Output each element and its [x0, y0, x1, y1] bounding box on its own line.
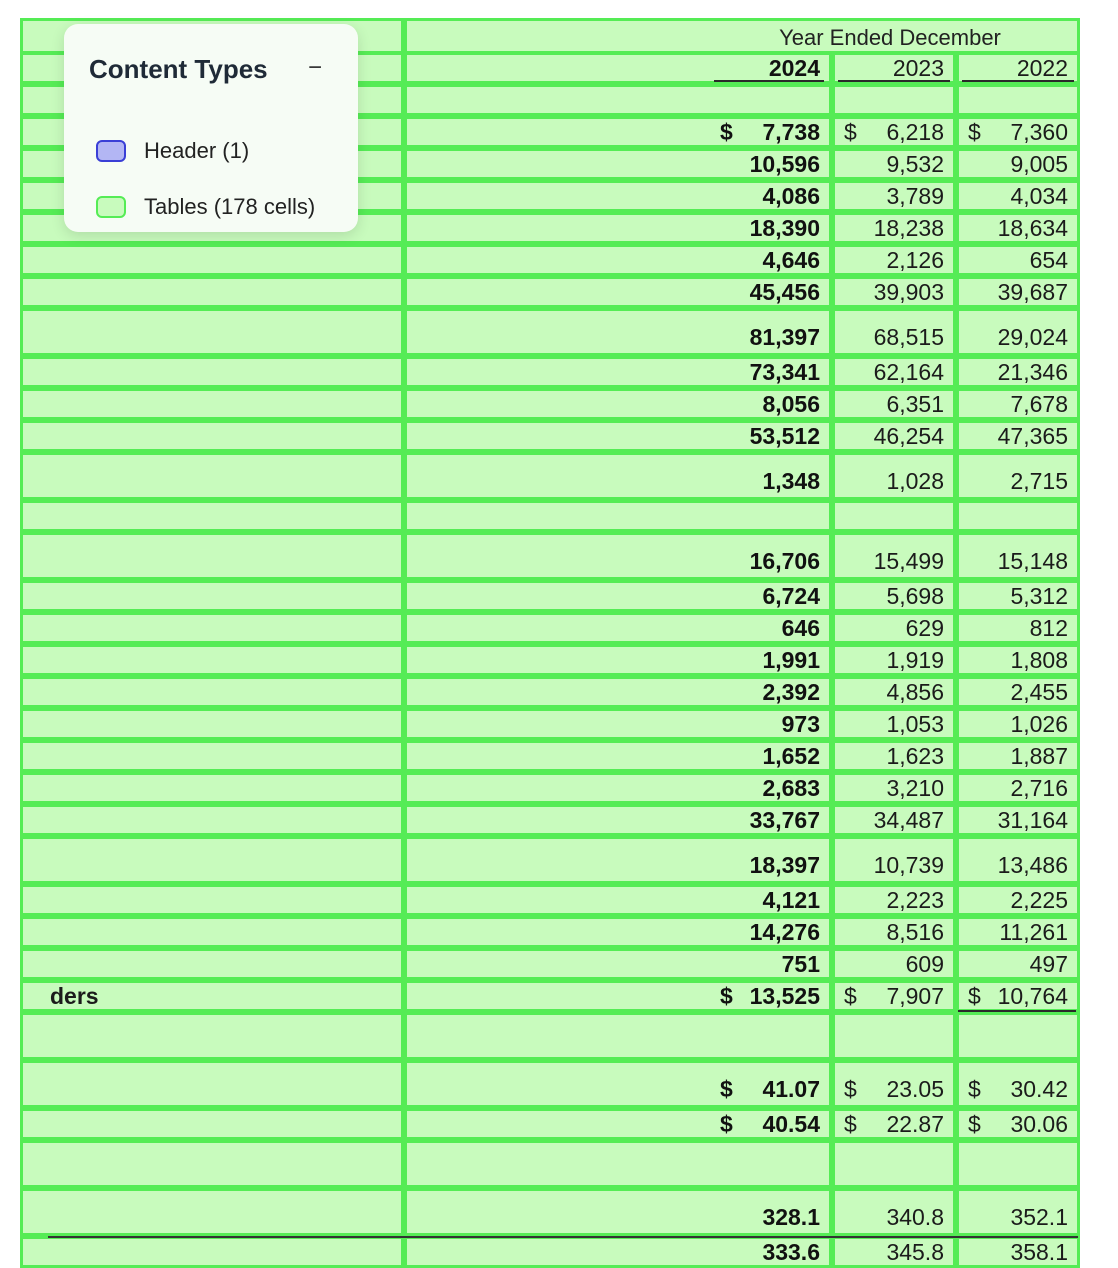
cell-value: 10,739 — [873, 851, 944, 878]
cell-value: 8,056 — [762, 390, 820, 417]
cell-value: 340.8 — [886, 1203, 944, 1230]
table-cell[interactable] — [832, 1012, 956, 1060]
cell-value: 46,254 — [873, 422, 944, 449]
cell-value: $ 13,525 — [720, 982, 820, 1009]
legend-item-tables[interactable] — [96, 194, 315, 220]
cell-value: 1,919 — [886, 646, 944, 673]
cell-value: 2,716 — [1010, 774, 1068, 801]
row-label-cell[interactable] — [20, 244, 404, 276]
cell-value: 2,392 — [762, 678, 820, 705]
cell-value: 14,276 — [749, 918, 820, 945]
cell-value: 1,053 — [886, 710, 944, 737]
row-label-cell[interactable] — [20, 452, 404, 500]
year-header-2022: 2022 — [1016, 54, 1068, 81]
table-cell[interactable] — [956, 1140, 1080, 1188]
year-header-2023: 2023 — [892, 54, 944, 81]
cell-value: 33,767 — [749, 806, 820, 833]
row-label-cell[interactable] — [20, 740, 404, 772]
cell-value: 62,164 — [873, 358, 944, 385]
cell-value: $ 7,360 — [968, 118, 1068, 145]
cell-value: 333.6 — [762, 1238, 820, 1265]
cell-value: 1,348 — [762, 467, 820, 494]
table-cell[interactable] — [404, 1140, 832, 1188]
cell-value: $ 23.05 — [844, 1075, 944, 1102]
cell-value: 1,028 — [886, 467, 944, 494]
cell-value: 39,903 — [873, 278, 944, 305]
cell-value: 18,238 — [873, 214, 944, 241]
cell-value: 2,455 — [1010, 678, 1068, 705]
cell-value: 328.1 — [762, 1203, 820, 1230]
cell-value: 18,397 — [749, 851, 820, 878]
cell-value: 345.8 — [886, 1238, 944, 1265]
row-label-cell[interactable] — [20, 804, 404, 836]
cell-value: 751 — [781, 950, 820, 977]
row-label-cell[interactable] — [20, 916, 404, 948]
table-cell[interactable] — [832, 500, 956, 532]
table-cell[interactable] — [956, 500, 1080, 532]
row-label-cell[interactable] — [20, 388, 404, 420]
row-label-cell[interactable] — [20, 1060, 404, 1108]
cell-value: 18,390 — [749, 214, 820, 241]
cell-value: 2,683 — [762, 774, 820, 801]
cell-value: 5,312 — [1010, 582, 1068, 609]
row-label-cell[interactable] — [20, 500, 404, 532]
cell-value: 16,706 — [749, 547, 820, 574]
cell-value: 15,499 — [873, 547, 944, 574]
cell-value: 812 — [1029, 614, 1068, 641]
row-label-cell[interactable] — [20, 1012, 404, 1060]
row-label-cell[interactable] — [20, 1236, 404, 1268]
cell-value: 4,121 — [762, 886, 820, 913]
row-label-cell[interactable] — [20, 1108, 404, 1140]
cell-value: 2,223 — [886, 886, 944, 913]
row-label-cell[interactable] — [20, 356, 404, 388]
row-label-cell[interactable] — [20, 1140, 404, 1188]
cell-value: 1,652 — [762, 742, 820, 769]
currency-symbol: $ — [968, 1110, 981, 1137]
cell-value: 9,532 — [886, 150, 944, 177]
tables-swatch-icon — [96, 196, 126, 218]
cell-value: $ 7,738 — [720, 118, 820, 145]
currency-symbol: $ — [968, 1075, 981, 1102]
cell-value: 3,789 — [886, 182, 944, 209]
row-label-cell[interactable] — [20, 1188, 404, 1236]
table-cell[interactable] — [832, 84, 956, 116]
cell-value: $ 6,218 — [844, 118, 944, 145]
row-label-cell[interactable] — [20, 580, 404, 612]
cell-value: 2,225 — [1010, 886, 1068, 913]
row-label: ders — [50, 982, 99, 1009]
cell-value: 1,026 — [1010, 710, 1068, 737]
row-label-cell[interactable] — [20, 644, 404, 676]
cell-value: 81,397 — [749, 323, 820, 350]
cell-value: 4,034 — [1010, 182, 1068, 209]
currency-symbol: $ — [720, 982, 733, 1009]
cell-value: 34,487 — [873, 806, 944, 833]
cell-value: 45,456 — [749, 278, 820, 305]
legend-title: Content Types — [89, 54, 268, 84]
cell-value: 73,341 — [749, 358, 820, 385]
header-swatch-icon — [96, 140, 126, 162]
cell-value: 31,164 — [997, 806, 1068, 833]
cell-value: 352.1 — [1010, 1203, 1068, 1230]
table-cell[interactable] — [956, 1012, 1080, 1060]
cell-value: $ 7,907 — [844, 982, 944, 1009]
legend-item-header[interactable] — [96, 138, 249, 164]
cell-value: $ 10,764 — [968, 982, 1068, 1009]
cell-value: 5,698 — [886, 582, 944, 609]
cell-value: 1,808 — [1010, 646, 1068, 673]
period-header: Year Ended December — [779, 25, 1001, 50]
cell-value: 1,887 — [1010, 742, 1068, 769]
cell-value: 7,678 — [1010, 390, 1068, 417]
year-header-2024: 2024 — [768, 54, 820, 81]
cell-value: 47,365 — [997, 422, 1068, 449]
cell-value: $ 30.06 — [968, 1110, 1068, 1137]
cell-value: 9,005 — [1010, 150, 1068, 177]
cell-value: 1,623 — [886, 742, 944, 769]
cell-value: 497 — [1029, 950, 1068, 977]
cell-value: 29,024 — [997, 323, 1068, 350]
row-label-cell[interactable] — [20, 948, 404, 980]
cell-value: $ 30.42 — [968, 1075, 1068, 1102]
table-cell[interactable] — [404, 1012, 832, 1060]
cell-value: 8,516 — [886, 918, 944, 945]
legend-collapse-button[interactable]: − — [308, 54, 323, 81]
content-types-legend — [64, 24, 358, 232]
cell-value: 4,856 — [886, 678, 944, 705]
table-cell[interactable] — [956, 84, 1080, 116]
cell-value: 13,486 — [997, 851, 1068, 878]
cell-value: 15,148 — [997, 547, 1068, 574]
cell-value: 4,086 — [762, 182, 820, 209]
row-label-cell[interactable] — [20, 420, 404, 452]
table-cell[interactable] — [404, 500, 832, 532]
row-label-cell[interactable] — [20, 676, 404, 708]
row-label-cell[interactable] — [20, 308, 404, 356]
cell-value: 21,346 — [997, 358, 1068, 385]
cell-value: 3,210 — [886, 774, 944, 801]
currency-symbol: $ — [720, 1075, 733, 1102]
currency-symbol: $ — [844, 118, 857, 145]
cell-value: 646 — [781, 614, 820, 641]
cell-value: 6,351 — [886, 390, 944, 417]
legend-item-label: Tables (178 cells) — [144, 194, 316, 219]
row-label-cell[interactable] — [20, 532, 404, 580]
cell-value: 1,991 — [762, 646, 820, 673]
cell-value: 6,724 — [762, 582, 820, 609]
legend-item-label: Header (1) — [144, 138, 250, 163]
cell-value: 39,687 — [997, 278, 1068, 305]
cell-value: $ 22.87 — [844, 1110, 944, 1137]
cell-value: 654 — [1029, 246, 1068, 273]
cell-value: 18,634 — [997, 214, 1068, 241]
cell-value: 68,515 — [873, 323, 944, 350]
currency-symbol: $ — [844, 982, 857, 1009]
row-label-cell[interactable] — [20, 836, 404, 884]
row-label-cell[interactable] — [20, 276, 404, 308]
currency-symbol: $ — [844, 1075, 857, 1102]
cell-value: 53,512 — [749, 422, 820, 449]
cell-value: 2,715 — [1010, 467, 1068, 494]
row-label-cell[interactable] — [20, 708, 404, 740]
currency-symbol: $ — [968, 982, 981, 1009]
currency-symbol: $ — [720, 118, 733, 145]
cell-value: $ 40.54 — [720, 1110, 820, 1137]
table-cell[interactable] — [832, 1140, 956, 1188]
cell-value: 629 — [905, 614, 944, 641]
cell-value: 11,261 — [999, 918, 1068, 945]
currency-symbol: $ — [968, 118, 981, 145]
row-label-cell[interactable] — [20, 884, 404, 916]
cell-value: 358.1 — [1010, 1238, 1068, 1265]
currency-symbol: $ — [844, 1110, 857, 1137]
cell-value: 10,596 — [749, 150, 820, 177]
row-label-cell[interactable] — [20, 612, 404, 644]
cell-value: 4,646 — [762, 246, 820, 273]
currency-symbol: $ — [720, 1110, 733, 1137]
row-label-cell[interactable] — [20, 772, 404, 804]
cell-value: 2,126 — [886, 246, 944, 273]
cell-value: 609 — [905, 950, 944, 977]
table-cell[interactable] — [404, 84, 832, 116]
cell-value: $ 41.07 — [720, 1075, 820, 1102]
cell-value: 973 — [781, 710, 820, 737]
